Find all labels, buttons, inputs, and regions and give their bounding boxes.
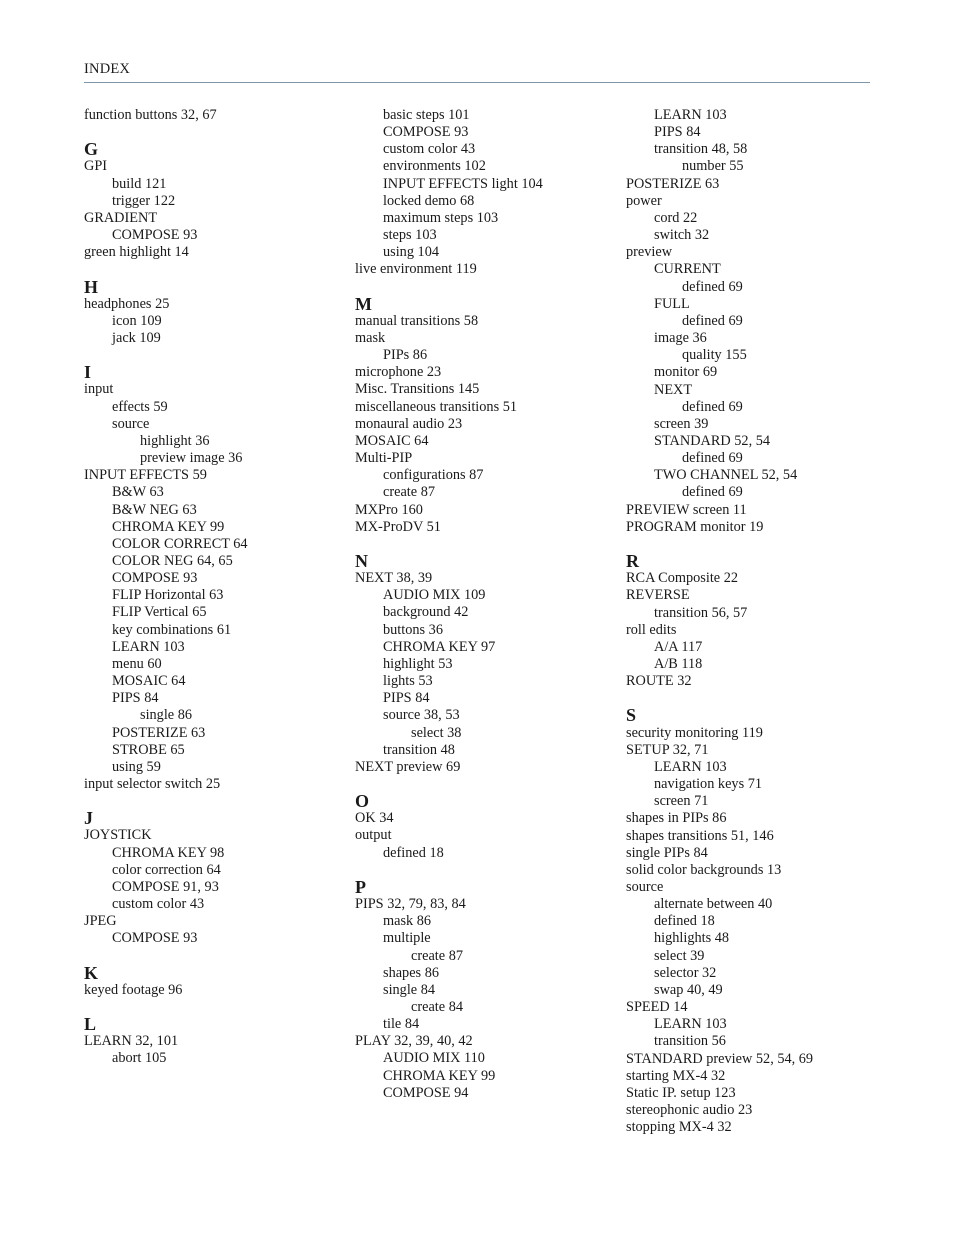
index-subentry: CHROMA KEY 99 bbox=[383, 1067, 496, 1084]
section-letter: G bbox=[84, 139, 99, 160]
index-subentry: STROBE 65 bbox=[112, 741, 185, 758]
section-gap bbox=[355, 862, 615, 879]
index-subentry: swap 40, 49 bbox=[654, 981, 723, 998]
index-subentry: key combinations 61 bbox=[112, 621, 232, 638]
index-subentry: lights 53 bbox=[383, 673, 433, 690]
index-subentry: defined 69 bbox=[682, 312, 743, 329]
index-subentry: A/A 117 bbox=[654, 638, 703, 655]
index-subentry: highlight 36 bbox=[140, 432, 210, 449]
index-subentry: COLOR CORRECT 64 bbox=[112, 535, 248, 552]
index-entry: NEXT preview 69 bbox=[355, 758, 461, 775]
index-entry: green highlight 14 bbox=[84, 244, 189, 261]
index-subentry: using 59 bbox=[112, 758, 161, 775]
index-subentry: CHROMA KEY 98 bbox=[112, 844, 225, 861]
section-letter: P bbox=[355, 876, 366, 897]
index-subentry: FLIP Horizontal 63 bbox=[112, 587, 224, 604]
index-subentry: COMPOSE 94 bbox=[383, 1084, 469, 1101]
index-subentry: LEARN 103 bbox=[654, 758, 727, 775]
index-subentry: effects 59 bbox=[112, 398, 168, 415]
index-subentry: configurations 87 bbox=[383, 467, 484, 484]
index-subentry: locked demo 68 bbox=[383, 192, 475, 209]
index-subentry: using 104 bbox=[383, 244, 440, 261]
section-letter: K bbox=[84, 962, 99, 983]
index-entry: source bbox=[626, 878, 664, 895]
index-entry: function buttons 32, 67 bbox=[84, 107, 217, 123]
index-subentry: defined 18 bbox=[654, 913, 715, 930]
index-entry: power bbox=[626, 192, 662, 209]
section-letter: I bbox=[84, 362, 92, 383]
index-subentry: COMPOSE 93 bbox=[383, 124, 469, 141]
index-entry: SPEED 14 bbox=[626, 999, 688, 1016]
index-subentry: background 42 bbox=[383, 604, 469, 621]
section-letter: S bbox=[626, 705, 637, 726]
index-entry: microphone 23 bbox=[355, 364, 442, 381]
index-subentry: INPUT EFFECTS light 104 bbox=[383, 175, 543, 192]
index-subentry: COMPOSE 93 bbox=[112, 930, 198, 947]
index-subentry: defined 69 bbox=[682, 450, 743, 467]
index-subentry: highlight 53 bbox=[383, 655, 453, 672]
index-entry: miscellaneous transitions 51 bbox=[355, 398, 518, 415]
index-subentry: create 87 bbox=[411, 947, 463, 964]
index-subentry: preview image 36 bbox=[140, 450, 243, 467]
index-subentry: color correction 64 bbox=[112, 861, 221, 878]
index-subentry: basic steps 101 bbox=[383, 107, 470, 123]
index-entry: NEXT 38, 39 bbox=[355, 570, 433, 587]
index-entry: mask bbox=[355, 330, 386, 346]
index-subentry: single 86 bbox=[140, 707, 193, 724]
index-subentry: multiple bbox=[383, 930, 431, 947]
index-entry: PLAY 32, 39, 40, 42 bbox=[355, 1033, 473, 1050]
index-entry: MOSAIC 64 bbox=[355, 432, 429, 449]
index-subentry: source bbox=[112, 415, 150, 432]
index-entry: keyed footage 96 bbox=[84, 981, 183, 998]
index-subentry: select 38 bbox=[411, 724, 462, 741]
index-subentry: alternate between 40 bbox=[654, 896, 773, 913]
index-entry: RCA Composite 22 bbox=[626, 570, 739, 587]
index-subentry: switch 32 bbox=[654, 227, 710, 244]
index-entry: POSTERIZE 63 bbox=[626, 175, 720, 192]
index-subentry: transition 56 bbox=[654, 1033, 726, 1050]
index-entry: security monitoring 119 bbox=[626, 724, 763, 741]
index-subentry: B&W NEG 63 bbox=[112, 501, 197, 518]
section-letter: J bbox=[84, 808, 93, 829]
index-entry: MXPro 160 bbox=[355, 501, 423, 518]
index-subentry: LEARN 103 bbox=[112, 638, 185, 655]
index-subentry: AUDIO MIX 110 bbox=[383, 1050, 485, 1067]
section-gap bbox=[626, 536, 886, 553]
index-subentry: COMPOSE 93 bbox=[112, 227, 198, 244]
index-subentry: custom color 43 bbox=[383, 141, 476, 158]
index-subentry: LEARN 103 bbox=[654, 107, 727, 123]
index-subentry: screen 71 bbox=[654, 793, 709, 810]
index-entry: MX-ProDV 51 bbox=[355, 518, 441, 535]
index-entry: OK 34 bbox=[355, 810, 394, 827]
index-entry: Misc. Transitions 145 bbox=[355, 381, 480, 398]
index-subentry: FULL bbox=[654, 295, 690, 312]
index-subentry: AUDIO MIX 109 bbox=[383, 587, 486, 604]
index-subentry: quality 155 bbox=[682, 347, 747, 364]
index-subentry: buttons 36 bbox=[383, 621, 443, 638]
index-entry: INPUT EFFECTS 59 bbox=[84, 467, 207, 484]
index-subentry: LEARN 103 bbox=[654, 1016, 727, 1033]
index-column-2 bbox=[355, 107, 615, 1102]
index-entry: preview bbox=[626, 244, 673, 261]
index-subentry: shapes 86 bbox=[383, 964, 439, 981]
index-entry: output bbox=[355, 827, 392, 844]
index-subentry: jack 109 bbox=[112, 329, 161, 346]
index-subentry: COLOR NEG 64, 65 bbox=[112, 552, 233, 569]
section-gap bbox=[626, 690, 886, 707]
index-subentry: custom color 43 bbox=[112, 896, 205, 913]
section-letter: M bbox=[355, 293, 372, 314]
index-subentry: transition 56, 57 bbox=[654, 604, 748, 621]
index-subentry: COMPOSE 93 bbox=[112, 570, 198, 587]
index-subentry: menu 60 bbox=[112, 655, 162, 672]
index-subentry: defined 69 bbox=[682, 398, 743, 415]
section-letter: N bbox=[355, 551, 368, 572]
index-entry: LEARN 32, 101 bbox=[84, 1033, 179, 1050]
index-entry: monaural audio 23 bbox=[355, 415, 463, 432]
index-subentry: PIPS 84 bbox=[654, 124, 701, 141]
section-gap bbox=[84, 948, 344, 965]
index-subentry: POSTERIZE 63 bbox=[112, 724, 206, 741]
index-subentry: CHROMA KEY 99 bbox=[112, 518, 225, 535]
index-entry: PIPS 32, 79, 83, 84 bbox=[355, 896, 466, 913]
section-gap bbox=[84, 261, 344, 278]
index-subentry: CURRENT bbox=[654, 261, 721, 278]
index-subentry: monitor 69 bbox=[654, 364, 718, 381]
index-subentry: B&W 63 bbox=[112, 484, 164, 501]
index-subentry: maximum steps 103 bbox=[383, 209, 499, 226]
section-gap bbox=[84, 124, 344, 141]
index-entry: input selector switch 25 bbox=[84, 776, 221, 792]
section-gap bbox=[355, 279, 615, 296]
index-entry: JOYSTICK bbox=[84, 827, 152, 844]
section-gap bbox=[84, 999, 344, 1016]
index-subentry: icon 109 bbox=[112, 312, 162, 329]
index-entry: GRADIENT bbox=[84, 209, 158, 226]
index-subentry: defined 18 bbox=[383, 844, 444, 861]
section-letter: H bbox=[84, 276, 99, 297]
section-gap bbox=[84, 793, 344, 810]
index-subentry: screen 39 bbox=[654, 415, 709, 432]
index-subentry: TWO CHANNEL 52, 54 bbox=[654, 467, 798, 484]
index-subentry: defined 69 bbox=[682, 278, 743, 295]
index-subentry: cord 22 bbox=[654, 209, 698, 226]
index-subentry: single 84 bbox=[383, 981, 436, 998]
index-subentry: create 87 bbox=[383, 484, 435, 501]
section-gap bbox=[355, 776, 615, 793]
index-subentry: navigation keys 71 bbox=[654, 776, 763, 793]
index-entry: PREVIEW screen 11 bbox=[626, 501, 747, 518]
index-entry: solid color backgrounds 13 bbox=[626, 861, 782, 878]
index-subentry: MOSAIC 64 bbox=[112, 673, 186, 690]
index-subentry: STANDARD 52, 54 bbox=[654, 432, 771, 449]
index-entry: starting MX-4 32 bbox=[626, 1067, 726, 1084]
index-subentry: highlights 48 bbox=[654, 930, 730, 947]
section-gap bbox=[84, 347, 344, 364]
index-subentry: image 36 bbox=[654, 330, 707, 347]
section-gap bbox=[355, 536, 615, 553]
index-entry: shapes in PIPs 86 bbox=[626, 810, 727, 827]
index-entry: live environment 119 bbox=[355, 261, 477, 278]
index-subentry: A/B 118 bbox=[654, 655, 703, 672]
index-subentry: transition 48 bbox=[383, 741, 455, 758]
index-entry: REVERSE bbox=[626, 587, 690, 604]
index-entry: Multi-PIP bbox=[355, 450, 413, 467]
index-entry: input bbox=[84, 381, 114, 398]
running-header: INDEX bbox=[84, 61, 131, 77]
index-subentry: PIPS 84 bbox=[383, 690, 430, 707]
index-subentry: NEXT bbox=[654, 381, 693, 398]
index-subentry: abort 105 bbox=[112, 1050, 167, 1067]
index-entry: manual transitions 58 bbox=[355, 312, 479, 329]
index-column-3 bbox=[626, 107, 886, 1136]
index-subentry: tile 84 bbox=[383, 1016, 420, 1033]
index-entry: single PIPs 84 bbox=[626, 844, 708, 861]
index-subentry: number 55 bbox=[682, 158, 744, 175]
index-subentry: build 121 bbox=[112, 175, 167, 192]
index-column-1 bbox=[84, 107, 344, 1068]
index-entry: stereophonic audio 23 bbox=[626, 1102, 753, 1118]
index-entry: PROGRAM monitor 19 bbox=[626, 518, 764, 535]
index-subentry: transition 48, 58 bbox=[654, 141, 748, 158]
index-entry: SETUP 32, 71 bbox=[626, 741, 709, 758]
index-entry: GPI bbox=[84, 158, 108, 175]
index-subentry: defined 69 bbox=[682, 484, 743, 501]
header-rule bbox=[84, 82, 870, 83]
index-entry: stopping MX-4 32 bbox=[626, 1119, 732, 1136]
section-letter: L bbox=[84, 1014, 97, 1035]
index-entry: STANDARD preview 52, 54, 69 bbox=[626, 1050, 814, 1067]
index-entry: shapes transitions 51, 146 bbox=[626, 827, 774, 844]
index-subentry: PIPs 86 bbox=[383, 347, 428, 364]
index-subentry: FLIP Vertical 65 bbox=[112, 604, 207, 621]
index-entry: Static IP. setup 123 bbox=[626, 1084, 736, 1101]
index-subentry: create 84 bbox=[411, 999, 463, 1015]
index-subentry: COMPOSE 91, 93 bbox=[112, 878, 219, 895]
index-subentry: source 38, 53 bbox=[383, 707, 460, 724]
index-entry: JPEG bbox=[84, 913, 117, 930]
index-entry: roll edits bbox=[626, 621, 677, 638]
index-entry: headphones 25 bbox=[84, 295, 170, 312]
index-subentry: selector 32 bbox=[654, 964, 717, 981]
section-letter: R bbox=[626, 551, 639, 572]
index-subentry: environments 102 bbox=[383, 158, 486, 175]
index-subentry: PIPS 84 bbox=[112, 690, 159, 707]
index-subentry: select 39 bbox=[654, 947, 705, 964]
index-subentry: CHROMA KEY 97 bbox=[383, 638, 496, 655]
index-entry: ROUTE 32 bbox=[626, 673, 692, 690]
section-letter: O bbox=[355, 791, 370, 812]
index-subentry: trigger 122 bbox=[112, 192, 176, 209]
index-subentry: steps 103 bbox=[383, 227, 437, 244]
index-subentry: mask 86 bbox=[383, 913, 432, 930]
